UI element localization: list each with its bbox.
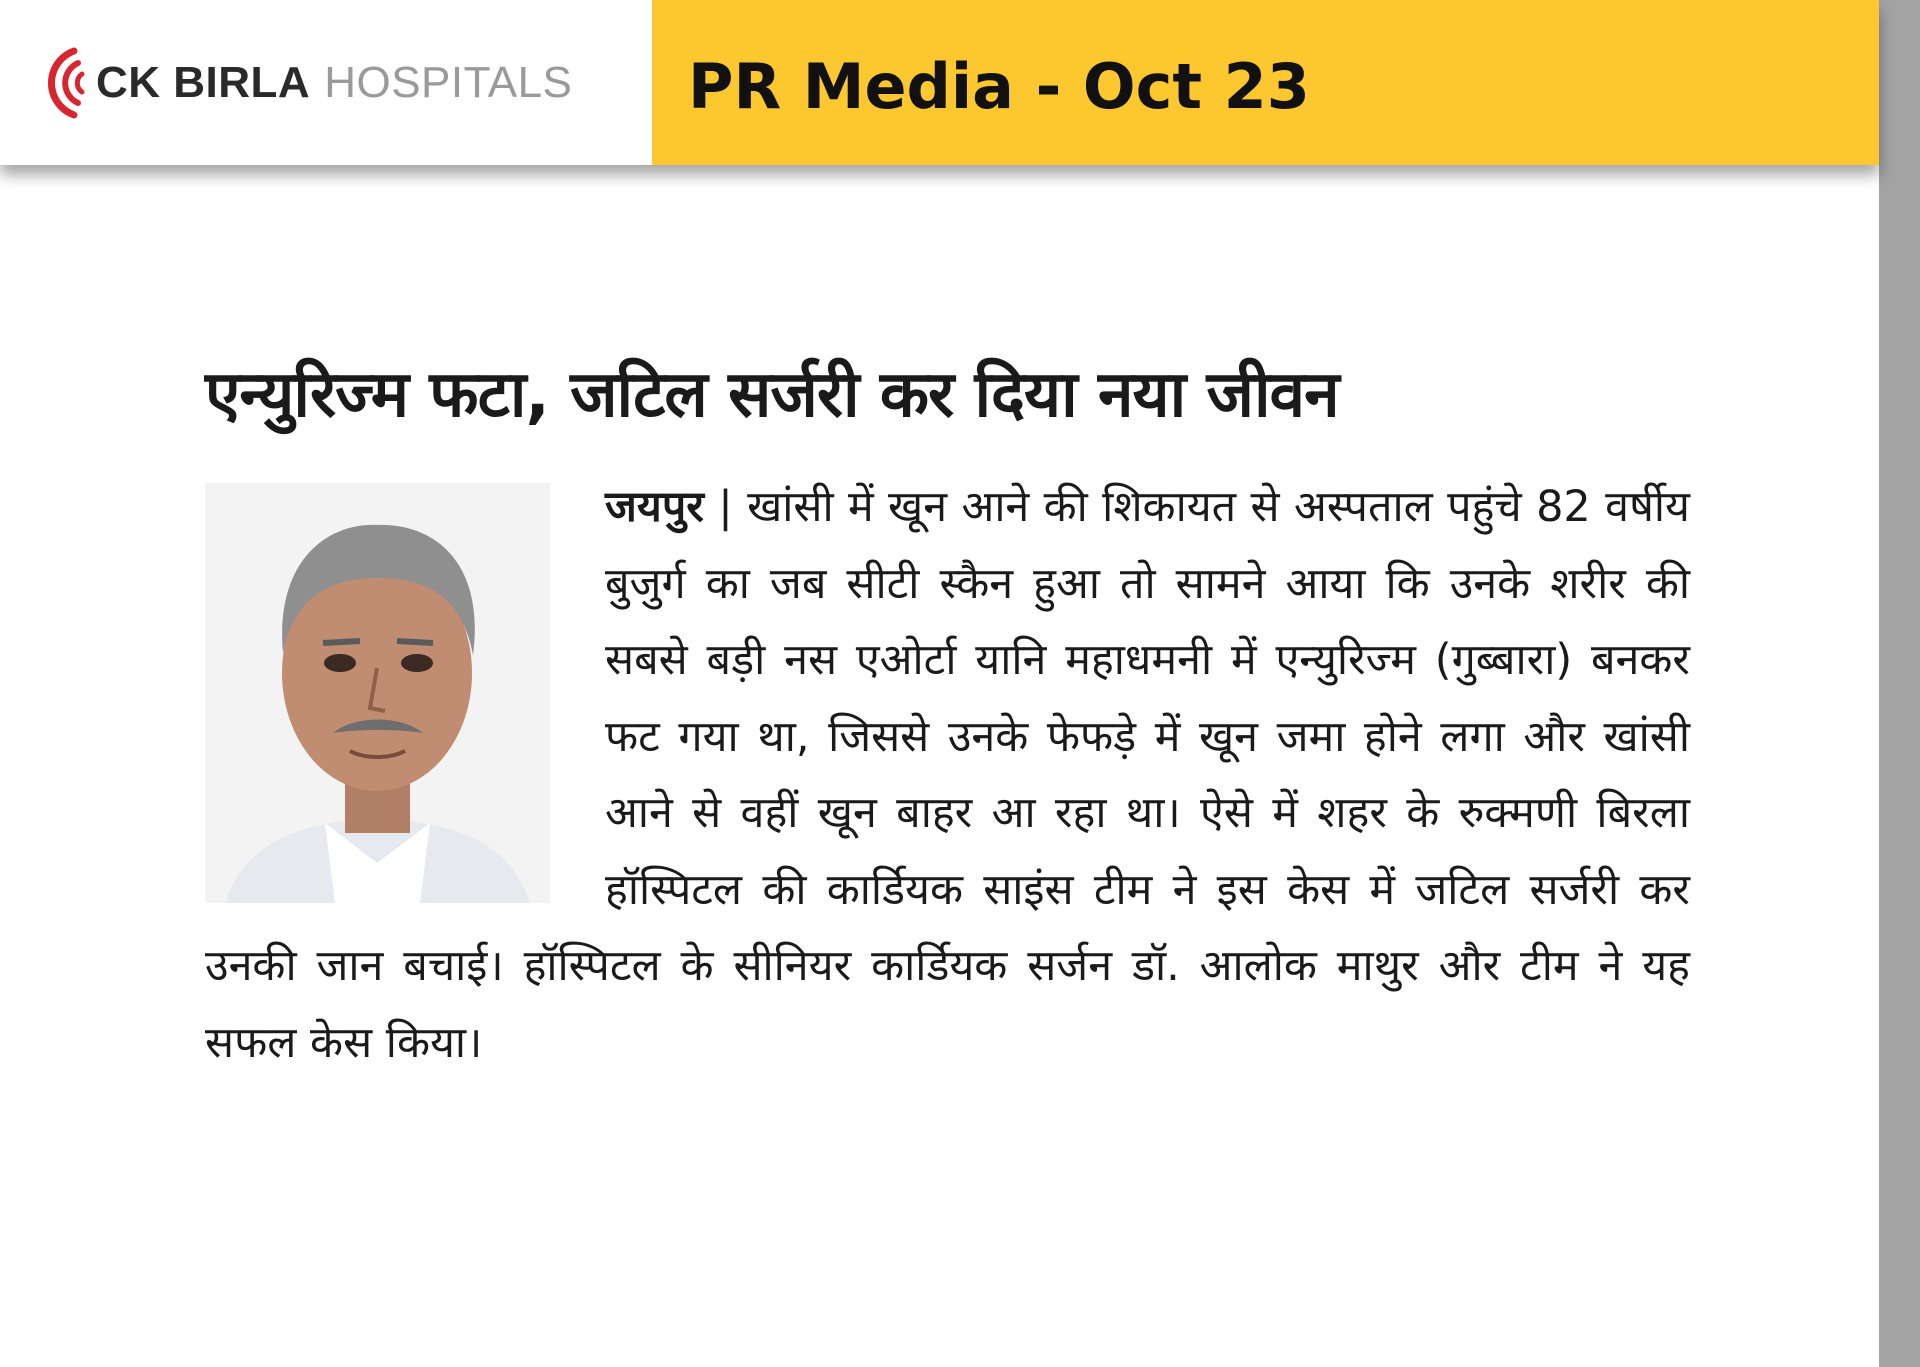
doctor-photo: [205, 483, 550, 903]
article-text: खांसी में खून आने की शिकायत से अस्पताल पहुंचे 82 वर्षीय बुजुर्ग का जब सीटी स्कैन हुआ तो सामने आया कि उनके शरीर की सबसे बड़ी नस एओर्टा यानि महाधमनी में एन्युरिज्म (गुब्बारा) बनकर फट गया था, जिससे उनके फेफड़े में खून जमा होने लगा और खांसी आने से वहीं खून बाहर आ रहा था। ऐसे में शहर के रुक्मणी बिरला हॉस्पिटल की कार्डियक साइंस टीम ने इस केस में जटिल सर्जरी कर उनकी जान बचाई। हॉस्पिटल के सीनियर कार्डियक सर्जन डॉ. आलोक माथुर और टीम ने यह सफल केस किया।: [205, 482, 1691, 1068]
article-body: [205, 469, 1690, 1081]
logo-brand: CK BIRLA: [96, 57, 311, 107]
doctor-portrait-icon: [205, 483, 550, 903]
logo: [0, 0, 652, 165]
title-banner: [652, 0, 1879, 165]
news-clipping: [205, 355, 1695, 1081]
article-headline: एन्युरिज्म फटा, जटिल सर्जरी कर दिया नया जीवन: [205, 358, 1339, 432]
page-title: PR Media - Oct 23: [688, 50, 1310, 123]
logo-arc-icon: [34, 43, 90, 123]
logo-sub: HOSPITALS: [324, 57, 573, 107]
header-bar: [0, 0, 1879, 165]
side-strip: [1879, 0, 1920, 1367]
dateline-separator: |: [703, 482, 748, 532]
article-dateline: जयपुर: [605, 482, 704, 532]
